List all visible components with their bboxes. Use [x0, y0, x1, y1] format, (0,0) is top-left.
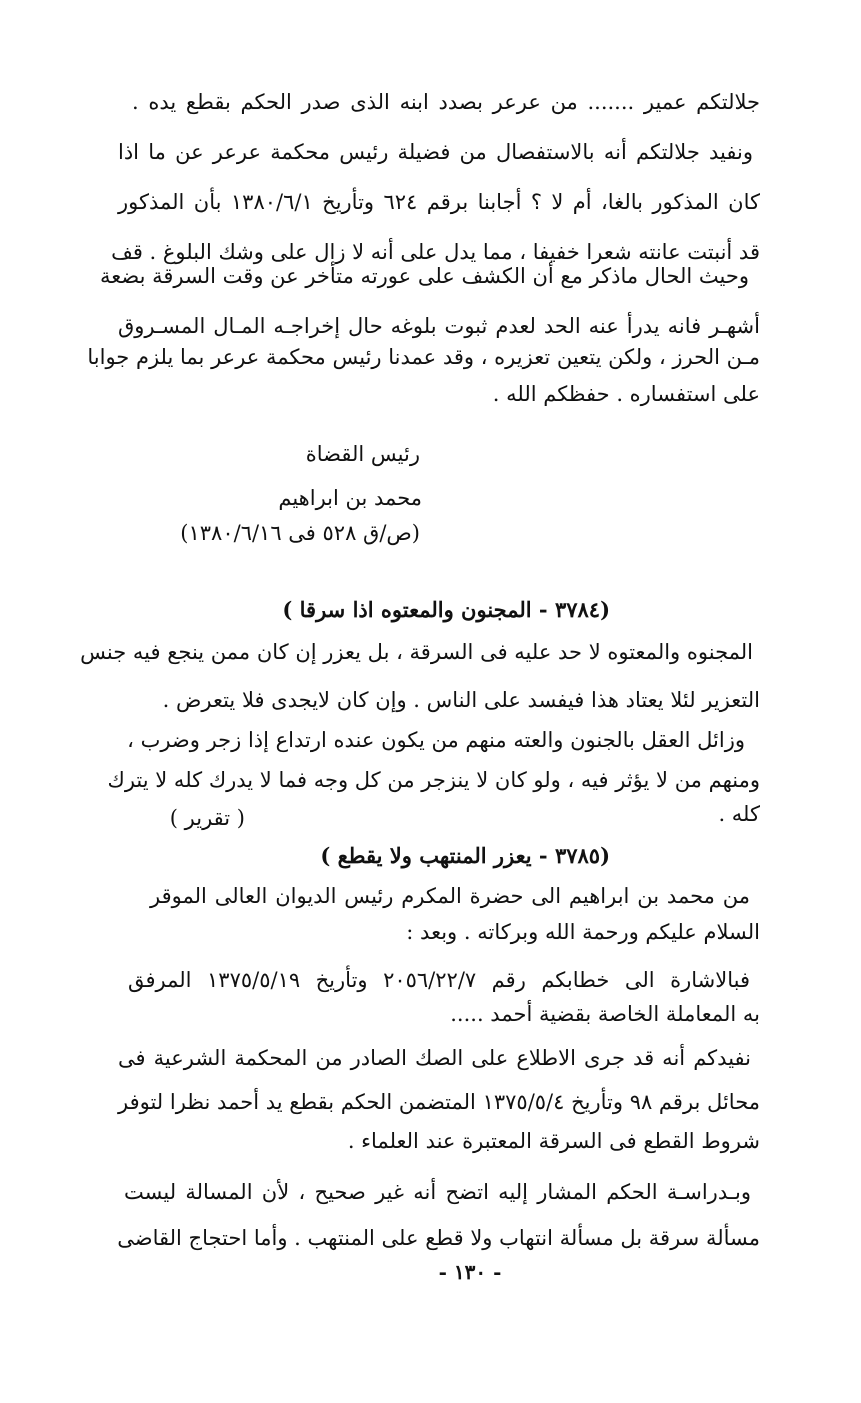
- text-line: مـن الحرز ، ولكن يتعين تعزيره ، وقد عمدنا رئيس محكمة عرعر بما يلزم جوابا: [87, 345, 760, 369]
- text-line: ونفيد جلالتكم أنه بالاستفصال من فضيلة رئيس محكمة عرعر عن ما اذا: [118, 140, 753, 164]
- document-reference: (ص/ق ٥٢٨ فى ١٣٨٠/٦/١٦): [180, 521, 420, 545]
- signature-title: رئيس القضاة: [305, 442, 420, 466]
- text-line: من محمد بن ابراهيم الى حضرة المكرم رئيس الديوان العالى الموقر: [150, 884, 750, 908]
- text-line: ومنهم من لا يؤثر فيه ، ولو كان لا ينزجر من كل وجه فما لا يدرك كله لا يترك: [107, 768, 760, 792]
- signature-name: محمد بن ابراهيم: [278, 486, 422, 510]
- text-line: السلام عليكم ورحمة الله وبركاته . وبعد :: [406, 920, 760, 944]
- text-line: فبالاشارة الى خطابكم رقم ٢٠٥٦/٢٢/٧ وتأريخ ١٣٧٥/٥/١٩ المرفق: [128, 968, 750, 992]
- text-line: محائل برقم ٩٨ وتأريخ ١٣٧٥/٥/٤ المتضمن الحكم بقطع يد أحمد نظرا لتوفر: [118, 1090, 761, 1114]
- text-line: وحيث الحال ماذكر مع أن الكشف على عورته متأخر عن وقت السرقة بضعة: [100, 264, 749, 288]
- section-heading: (٣٧٨٤ - المجنون والمعتوه اذا سرقا ): [282, 597, 610, 622]
- text-line: شروط القطع فى السرقة المعتبرة عند العلماء .: [347, 1129, 760, 1153]
- text-line: مسألة سرقة بل مسألة انتهاب ولا قطع على المنتهب . وأما احتجاج القاضى: [117, 1226, 760, 1250]
- text-line: على استفساره . حفظكم الله .: [492, 382, 760, 406]
- text-line: كله .: [718, 802, 760, 826]
- text-line: وبـدراسـة الحكم المشار إليه اتضح أنه غير صحيح ، لأن المسالة ليست: [124, 1180, 751, 1204]
- text-line: المجنوه والمعتوه لا حد عليه فى السرقة ، بل يعزر إن كان ممن ينجع فيه جنس: [80, 640, 753, 664]
- page-number: - ١٣٠ -: [438, 1260, 502, 1284]
- text-line: وزائل العقل بالجنون والعته منهم من يكون عنده ارتداع إذا زجر وضرب ،: [127, 728, 745, 752]
- text-line: قد أنبتت عانته شعرا خفيفا ، مما يدل على أنه لا زال على وشك البلوغ . قف: [111, 240, 760, 264]
- text-line: جلالتكم عمير ....... من عرعر بصدد ابنه الذى صدر الحكم بقطع يده .: [132, 90, 760, 114]
- text-line: به المعاملة الخاصة بقضية أحمد .....: [450, 1002, 760, 1026]
- text-line: نفيدكم أنه قد جرى الاطلاع على الصك الصادر من المحكمة الشرعية فى: [118, 1046, 751, 1070]
- text-line: أشهـر فانه يدرأ عنه الحد لعدم ثبوت بلوغه حال إخراجـه المـال المسـروق: [118, 314, 760, 338]
- text-line: كان المذكور بالغا، أم لا ؟ أجابنا برقم ٦٢٤ وتأريخ ١٣٨٠/٦/١ بأن المذكور: [118, 190, 760, 214]
- source-note: ( تقرير ): [169, 806, 245, 830]
- text-line: التعزير لئلا يعتاد هذا فيفسد على الناس . وإن كان لايجدى فلا يتعرض .: [162, 688, 760, 712]
- section-heading: (٣٧٨٥ - يعزر المنتهب ولا يقطع ): [320, 843, 610, 868]
